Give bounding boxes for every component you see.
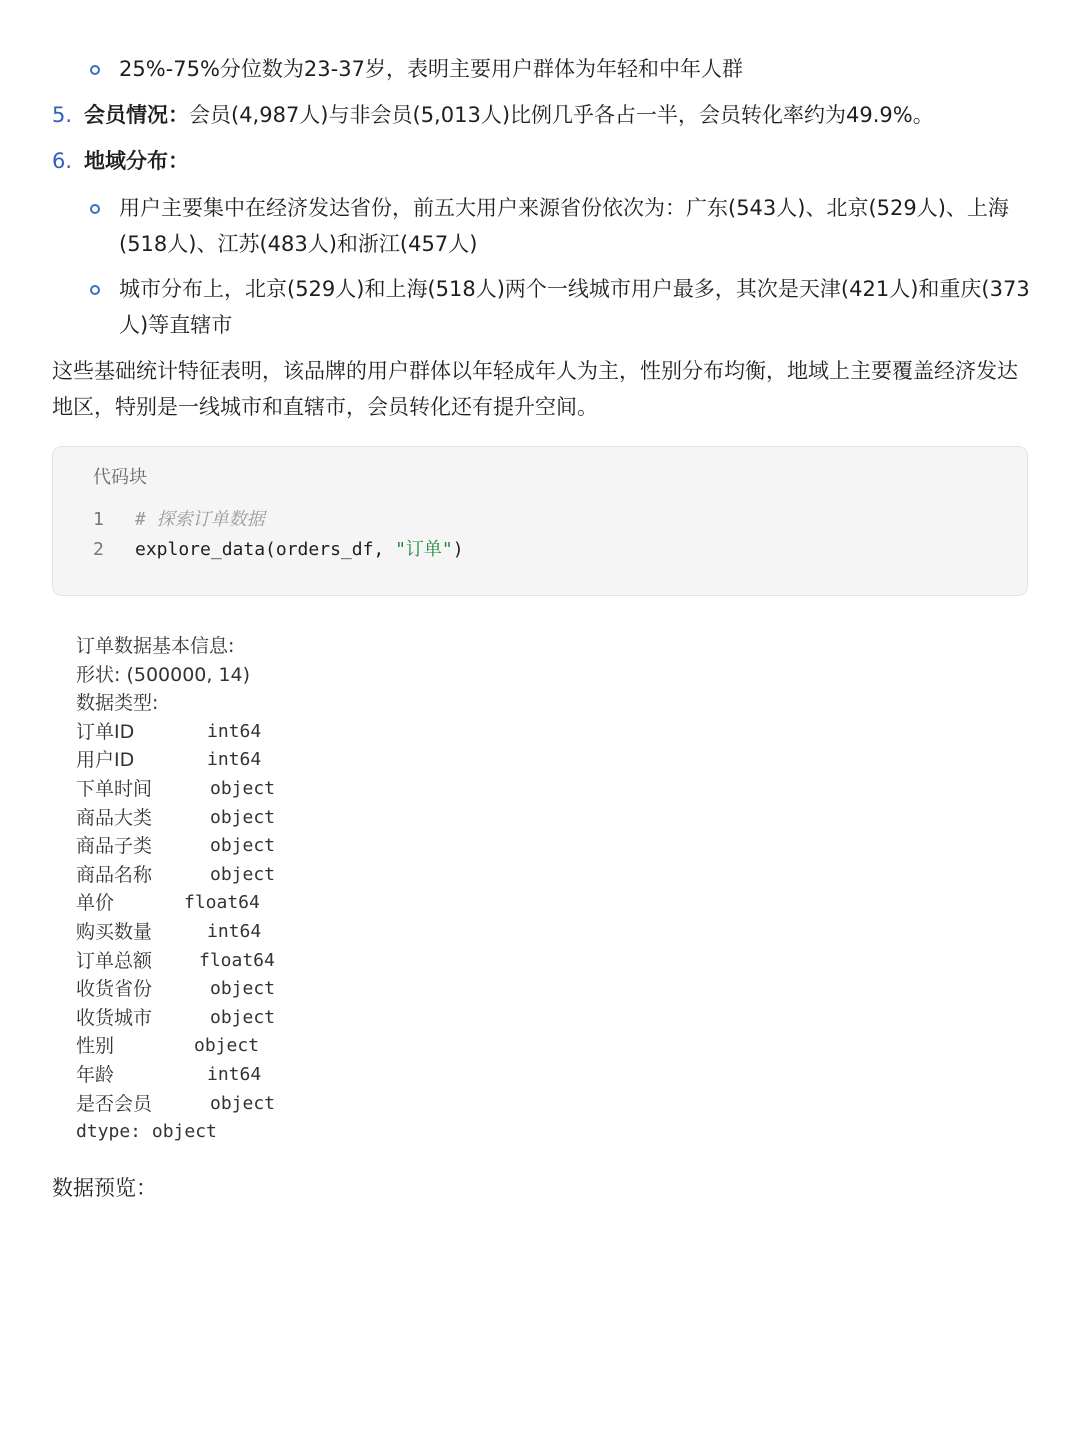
column-name: 下单时间 xyxy=(76,777,153,800)
list-item-region-cities xyxy=(90,271,1040,343)
dtype-row xyxy=(76,746,262,775)
dtype-row xyxy=(76,1032,260,1061)
column-name: 收货城市 xyxy=(76,1006,153,1029)
dtype-row xyxy=(76,861,276,890)
output-dtypes-label: 数据类型: xyxy=(76,692,159,715)
preview-label: 数据预览： xyxy=(52,1176,157,1200)
column-name: 商品子类 xyxy=(76,835,153,858)
line-number: 2 xyxy=(93,539,104,560)
code-block-title: 代码块 xyxy=(93,467,147,488)
column-type: object xyxy=(210,806,276,828)
dtype-row xyxy=(76,1061,262,1090)
dtype-row xyxy=(76,718,262,747)
dtype-table xyxy=(76,718,276,1118)
dtype-row xyxy=(76,889,260,918)
column-type: object xyxy=(210,978,276,1000)
list-item-text: 25%-75%分位数为23-37岁，表明主要用户群体为年轻和中年人群 xyxy=(119,57,743,81)
column-type: float64 xyxy=(199,949,275,971)
column-type: int64 xyxy=(207,749,262,771)
summary-paragraph: 这些基础统计特征表明，该品牌的用户群体以年轻成年人为主，性别分布均衡，地域上主要覆盖经济发达地区，特别是一线城市和直辖市，会员转化还有提升空间。 xyxy=(52,359,1018,419)
line-number: 1 xyxy=(93,509,104,530)
column-name: 年龄 xyxy=(76,1063,115,1086)
dtype-row xyxy=(76,975,276,1004)
dtype-row xyxy=(76,1004,276,1033)
column-name: 是否会员 xyxy=(76,1092,153,1115)
output-shape: 形状: (500000, 14) xyxy=(76,663,251,686)
dtype-row xyxy=(76,775,276,804)
column-name: 商品大类 xyxy=(76,806,153,829)
column-name: 收货省份 xyxy=(76,978,153,1001)
output-header: 订单数据基本信息: xyxy=(76,635,235,657)
bullet-icon xyxy=(90,65,100,75)
column-type: object xyxy=(210,1092,276,1114)
column-type: float64 xyxy=(184,892,260,914)
dtype-row xyxy=(76,1090,276,1119)
code-block xyxy=(52,446,1028,596)
column-name: 订单ID xyxy=(76,720,135,743)
bullet-icon xyxy=(90,204,100,214)
list-item-text: 城市分布上，北京(529人)和上海(518人)两个一线城市用户最多，其次是天津(421人)和重庆(373人)等直辖市 xyxy=(119,277,1030,337)
column-name: 购买数量 xyxy=(76,920,153,943)
list-number: 6. xyxy=(52,149,73,173)
column-name: 用户ID xyxy=(76,749,135,772)
column-name: 订单总额 xyxy=(76,949,153,972)
dtype-row xyxy=(76,832,276,861)
column-type: object xyxy=(210,777,276,799)
list-item-member xyxy=(52,97,1042,133)
column-type: object xyxy=(210,835,276,857)
list-number: 5. xyxy=(52,103,73,127)
code-output xyxy=(76,632,276,1147)
column-name: 商品名称 xyxy=(76,863,153,886)
list-item-region-provinces xyxy=(90,190,1040,262)
list-item-text: 用户主要集中在经济发达省份，前五大用户来源省份依次为：广东(543人)、北京(529人)、上海(518人)、江苏(483人)和浙江(457人) xyxy=(119,196,1009,256)
code-line xyxy=(93,535,464,561)
dtype-row xyxy=(76,804,276,833)
list-item-region xyxy=(52,143,1042,179)
code-line xyxy=(93,505,265,531)
dtype-row xyxy=(76,947,275,976)
list-item-quartile xyxy=(90,51,1040,87)
dtype-row xyxy=(76,918,262,947)
code-string: "订单" xyxy=(395,539,453,560)
column-type: int64 xyxy=(207,1063,262,1085)
column-name: 单价 xyxy=(76,892,115,915)
code-text: ) xyxy=(452,539,464,560)
column-type: int64 xyxy=(207,920,262,942)
column-name: 性别 xyxy=(76,1035,115,1058)
code-text: explore_data(orders_df, xyxy=(135,539,396,560)
column-type: object xyxy=(194,1035,260,1057)
list-item-text: 会员(4,987人)与非会员(5,013人)比例几乎各占一半，会员转化率约为49.9%。 xyxy=(189,103,934,127)
column-type: object xyxy=(210,1006,276,1028)
list-item-title: 会员情况： xyxy=(84,103,189,127)
list-item-title: 地域分布： xyxy=(84,149,189,173)
code-comment: # 探索订单数据 xyxy=(135,509,265,530)
bullet-icon xyxy=(90,285,100,295)
column-type: object xyxy=(210,863,276,885)
output-footer: dtype: object xyxy=(76,1121,217,1143)
column-type: int64 xyxy=(207,720,262,742)
